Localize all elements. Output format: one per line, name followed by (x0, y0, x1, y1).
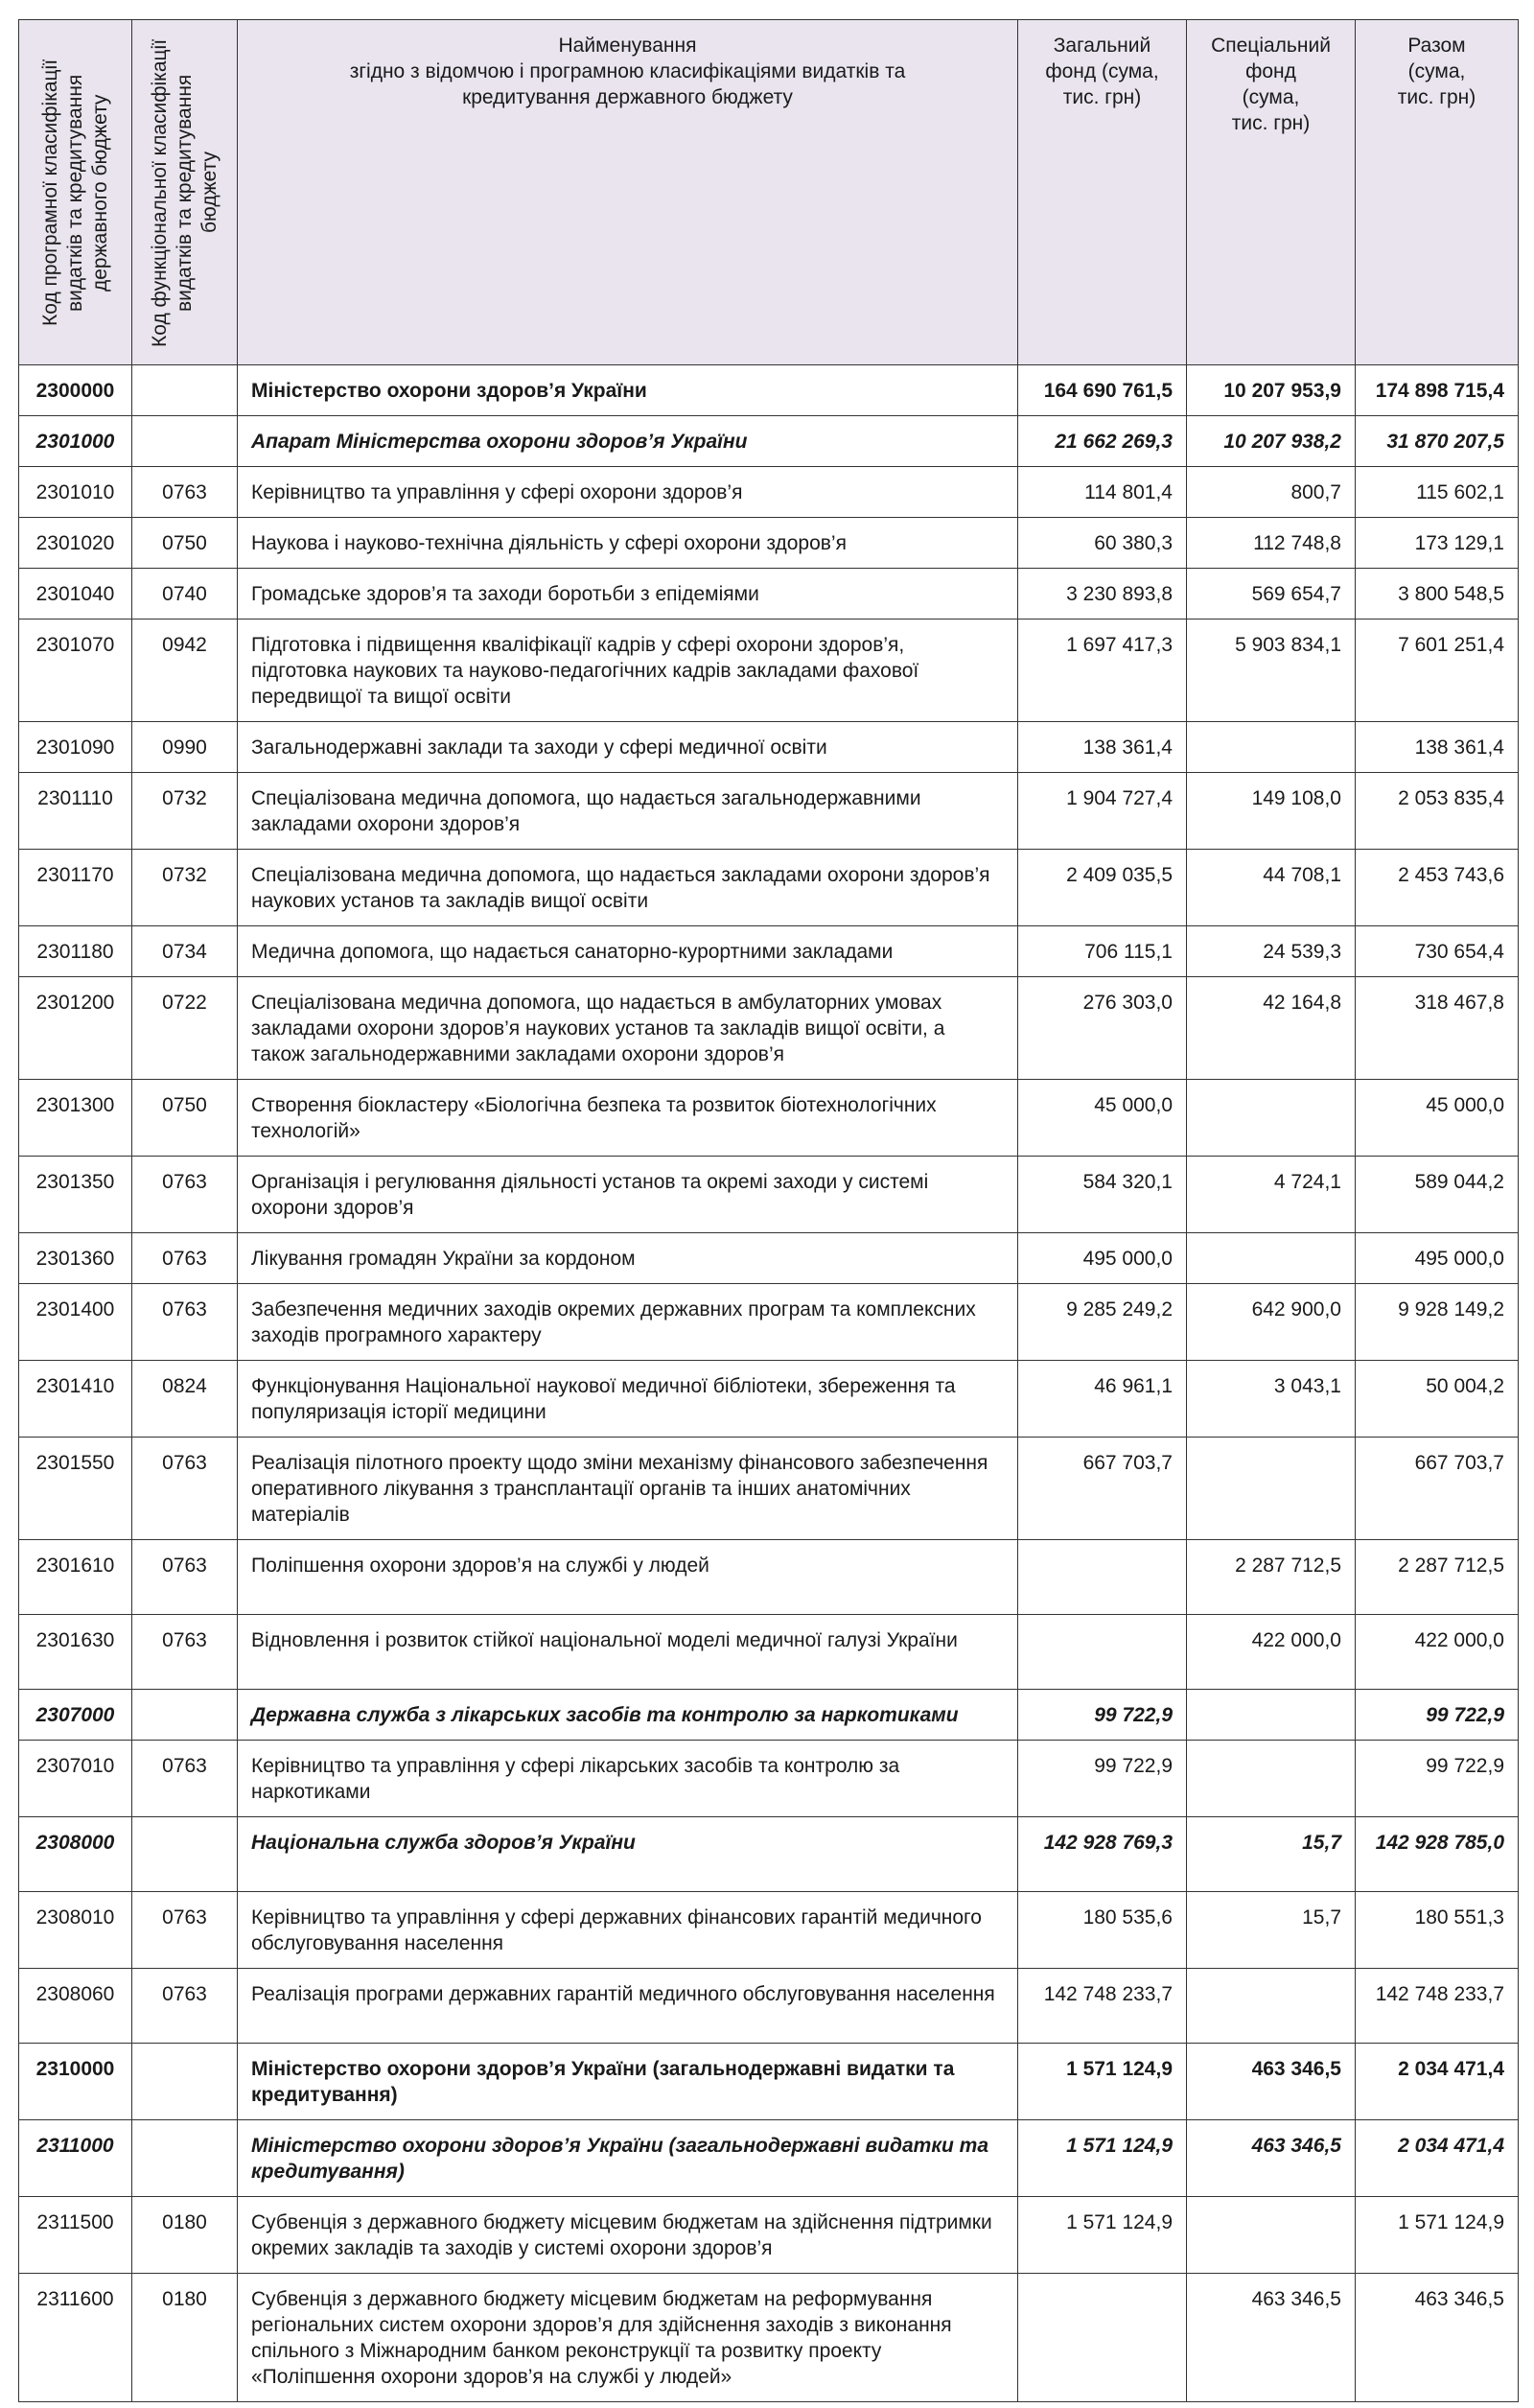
functional-code-cell (132, 2044, 238, 2120)
program-code-cell: 2308010 (19, 1892, 132, 1969)
table-row (19, 2120, 1519, 2197)
total-cell: 2 053 835,4 (1356, 773, 1519, 850)
name-cell: Лікування громадян України за кордоном (238, 1233, 1018, 1284)
total-cell: 7 601 251,4 (1356, 620, 1519, 722)
functional-code-cell: 0990 (132, 722, 238, 773)
program-code-cell: 2301200 (19, 977, 132, 1080)
table-row (19, 1157, 1519, 1233)
general-fund-cell: 46 961,1 (1018, 1361, 1187, 1438)
total-cell: 9 928 149,2 (1356, 1284, 1519, 1361)
program-code-cell: 2301090 (19, 722, 132, 773)
name-cell: Керівництво та управління у сфері охорони здоров’я (238, 467, 1018, 518)
general-fund-cell: 21 662 269,3 (1018, 416, 1187, 467)
general-fund-cell: 1 571 124,9 (1018, 2044, 1187, 2120)
table-row (19, 569, 1519, 620)
program-code-cell: 2301170 (19, 850, 132, 926)
functional-code-cell: 0763 (132, 1741, 238, 1817)
name-cell: Відновлення і розвиток стійкої національної моделі медичної галузі України (238, 1615, 1018, 1690)
total-cell: 495 000,0 (1356, 1233, 1519, 1284)
general-fund-cell: 3 230 893,8 (1018, 569, 1187, 620)
general-fund-cell: 114 801,4 (1018, 467, 1187, 518)
functional-code-cell (132, 2120, 238, 2197)
program-code-cell: 2308060 (19, 1969, 132, 2044)
functional-code-cell: 0763 (132, 1438, 238, 1540)
program-code-cell: 2301020 (19, 518, 132, 569)
total-cell: 115 602,1 (1356, 467, 1519, 518)
table-row (19, 1892, 1519, 1969)
functional-code-cell: 0734 (132, 926, 238, 977)
table-row (19, 926, 1519, 977)
name-cell: Міністерство охорони здоров’я України (238, 365, 1018, 416)
program-code-cell: 2301610 (19, 1540, 132, 1615)
program-code-cell: 2307000 (19, 1690, 132, 1741)
total-cell: 173 129,1 (1356, 518, 1519, 569)
special-fund-cell: 5 903 834,1 (1187, 620, 1356, 722)
functional-code-cell: 0763 (132, 1157, 238, 1233)
special-fund-cell: 15,7 (1187, 1817, 1356, 1892)
name-cell: Реалізація програми державних гарантій медичного обслуговування населення (238, 1969, 1018, 2044)
general-fund-cell: 276 303,0 (1018, 977, 1187, 1080)
total-cell: 2 287 712,5 (1356, 1540, 1519, 1615)
total-cell: 99 722,9 (1356, 1690, 1519, 1741)
special-fund-cell (1187, 1741, 1356, 1817)
total-cell: 463 346,5 (1356, 2274, 1519, 2402)
table-row (19, 1438, 1519, 1540)
general-fund-cell (1018, 1615, 1187, 1690)
table-row (19, 1690, 1519, 1741)
total-cell: 142 748 233,7 (1356, 1969, 1519, 2044)
name-cell: Національна служба здоров’я України (238, 1817, 1018, 1892)
functional-code-cell: 0763 (132, 1969, 238, 2044)
program-code-cell: 2301400 (19, 1284, 132, 1361)
header-name: Найменування згідно з відомчою і програмною класифікаціями видатків та кредитування державного бюджету (238, 20, 1018, 365)
header-special-fund: Спеціальний фонд (сума, тис. грн) (1187, 20, 1356, 365)
total-cell: 174 898 715,4 (1356, 365, 1519, 416)
functional-code-cell: 0763 (132, 1540, 238, 1615)
functional-code-cell: 0180 (132, 2274, 238, 2402)
name-cell: Реалізація пілотного проекту щодо зміни механізму фінансового забезпечення оперативного лікування з трансплантації органів та інших анатомічних матеріалів (238, 1438, 1018, 1540)
header-total: Разом (сума, тис. грн) (1356, 20, 1519, 365)
total-cell: 180 551,3 (1356, 1892, 1519, 1969)
total-cell: 2 034 471,4 (1356, 2044, 1519, 2120)
functional-code-cell: 0750 (132, 1080, 238, 1157)
table-row (19, 722, 1519, 773)
name-cell: Субвенція з державного бюджету місцевим бюджетам на здійснення підтримки окремих закладів та заходів у системі охорони здоров’я (238, 2197, 1018, 2274)
total-cell: 2 034 471,4 (1356, 2120, 1519, 2197)
name-cell: Медична допомога, що надається санаторно-курортними закладами (238, 926, 1018, 977)
program-code-cell: 2301110 (19, 773, 132, 850)
program-code-cell: 2301180 (19, 926, 132, 977)
program-code-cell: 2311500 (19, 2197, 132, 2274)
general-fund-cell: 142 748 233,7 (1018, 1969, 1187, 2044)
name-cell: Забезпечення медичних заходів окремих державних програм та комплексних заходів програмного характеру (238, 1284, 1018, 1361)
table-row (19, 518, 1519, 569)
special-fund-cell (1187, 1969, 1356, 2044)
special-fund-cell: 463 346,5 (1187, 2274, 1356, 2402)
total-cell: 730 654,4 (1356, 926, 1519, 977)
functional-code-cell: 0763 (132, 1284, 238, 1361)
functional-code-cell: 0750 (132, 518, 238, 569)
name-cell: Функціонування Національної наукової медичної бібліотеки, збереження та популяризація історії медицини (238, 1361, 1018, 1438)
table-row (19, 1080, 1519, 1157)
program-code-cell: 2300000 (19, 365, 132, 416)
name-cell: Міністерство охорони здоров’я України (загальнодержавні видатки та кредитування) (238, 2044, 1018, 2120)
program-code-cell: 2301550 (19, 1438, 132, 1540)
functional-code-cell (132, 1817, 238, 1892)
program-code-cell: 2311000 (19, 2120, 132, 2197)
functional-code-cell: 0732 (132, 773, 238, 850)
special-fund-cell (1187, 722, 1356, 773)
special-fund-cell (1187, 1080, 1356, 1157)
special-fund-cell (1187, 1690, 1356, 1741)
table-row (19, 365, 1519, 416)
table-header-row (19, 20, 1519, 365)
special-fund-cell: 463 346,5 (1187, 2044, 1356, 2120)
table-row (19, 977, 1519, 1080)
general-fund-cell (1018, 2274, 1187, 2402)
program-code-cell: 2301350 (19, 1157, 132, 1233)
general-fund-cell: 9 285 249,2 (1018, 1284, 1187, 1361)
general-fund-cell: 45 000,0 (1018, 1080, 1187, 1157)
total-cell: 422 000,0 (1356, 1615, 1519, 1690)
general-fund-cell (1018, 1540, 1187, 1615)
total-cell: 318 467,8 (1356, 977, 1519, 1080)
name-cell: Спеціалізована медична допомога, що надається закладами охорони здоров’я наукових установ та закладів вищої освіти (238, 850, 1018, 926)
special-fund-cell: 4 724,1 (1187, 1157, 1356, 1233)
table-row (19, 1615, 1519, 1690)
program-code-cell: 2301360 (19, 1233, 132, 1284)
functional-code-cell: 0763 (132, 467, 238, 518)
total-cell: 99 722,9 (1356, 1741, 1519, 1817)
special-fund-cell: 112 748,8 (1187, 518, 1356, 569)
special-fund-cell: 422 000,0 (1187, 1615, 1356, 1690)
table-row (19, 1741, 1519, 1817)
name-cell: Загальнодержавні заклади та заходи у сфері медичної освіти (238, 722, 1018, 773)
name-cell: Поліпшення охорони здоров’я на службі у людей (238, 1540, 1018, 1615)
name-cell: Наукова і науково-технічна діяльність у сфері охорони здоров’я (238, 518, 1018, 569)
special-fund-cell: 24 539,3 (1187, 926, 1356, 977)
name-cell: Громадське здоров’я та заходи боротьби з епідеміями (238, 569, 1018, 620)
table-body (19, 365, 1519, 2402)
functional-code-cell: 0722 (132, 977, 238, 1080)
name-cell: Підготовка і підвищення кваліфікації кадрів у сфері охорони здоров’я, підготовка наукових та науково-педагогічних кадрів закладами фахової передвищої та вищої освіти (238, 620, 1018, 722)
general-fund-cell: 667 703,7 (1018, 1438, 1187, 1540)
total-cell: 138 361,4 (1356, 722, 1519, 773)
program-code-cell: 2301000 (19, 416, 132, 467)
name-cell: Спеціалізована медична допомога, що надається в амбулаторних умовах закладами охорони здоров’я наукових установ та закладів вищої освіти, а також загальнодержавними закладами охорони здоров’я (238, 977, 1018, 1080)
general-fund-cell: 706 115,1 (1018, 926, 1187, 977)
general-fund-cell: 138 361,4 (1018, 722, 1187, 773)
name-cell: Міністерство охорони здоров’я України (загальнодержавні видатки та кредитування) (238, 2120, 1018, 2197)
functional-code-cell: 0180 (132, 2197, 238, 2274)
total-cell: 2 453 743,6 (1356, 850, 1519, 926)
budget-table (18, 19, 1519, 2402)
name-cell: Створення біокластеру «Біологічна безпека та розвиток біотехнологічних технологій» (238, 1080, 1018, 1157)
functional-code-cell (132, 1690, 238, 1741)
special-fund-cell: 569 654,7 (1187, 569, 1356, 620)
table-row (19, 1284, 1519, 1361)
program-code-cell: 2310000 (19, 2044, 132, 2120)
total-cell: 50 004,2 (1356, 1361, 1519, 1438)
header-program-code: Код програмної класифікації видатків та кредитування державного бюджету (19, 20, 132, 365)
program-code-cell: 2307010 (19, 1741, 132, 1817)
general-fund-cell: 164 690 761,5 (1018, 365, 1187, 416)
table-row (19, 1969, 1519, 2044)
program-code-cell: 2301010 (19, 467, 132, 518)
table-row (19, 773, 1519, 850)
special-fund-cell: 42 164,8 (1187, 977, 1356, 1080)
name-cell: Керівництво та управління у сфері лікарських засобів та контролю за наркотиками (238, 1741, 1018, 1817)
table-row (19, 1233, 1519, 1284)
special-fund-cell: 44 708,1 (1187, 850, 1356, 926)
general-fund-cell: 1 904 727,4 (1018, 773, 1187, 850)
total-cell: 1 571 124,9 (1356, 2197, 1519, 2274)
special-fund-cell: 15,7 (1187, 1892, 1356, 1969)
special-fund-cell: 642 900,0 (1187, 1284, 1356, 1361)
program-code-cell: 2301300 (19, 1080, 132, 1157)
program-code-cell: 2311600 (19, 2274, 132, 2402)
functional-code-cell: 0763 (132, 1892, 238, 1969)
special-fund-cell (1187, 2197, 1356, 2274)
general-fund-cell: 1 697 417,3 (1018, 620, 1187, 722)
special-fund-cell: 463 346,5 (1187, 2120, 1356, 2197)
name-cell: Апарат Міністерства охорони здоров’я України (238, 416, 1018, 467)
total-cell: 142 928 785,0 (1356, 1817, 1519, 1892)
general-fund-cell: 1 571 124,9 (1018, 2120, 1187, 2197)
general-fund-cell: 60 380,3 (1018, 518, 1187, 569)
general-fund-cell: 584 320,1 (1018, 1157, 1187, 1233)
general-fund-cell: 99 722,9 (1018, 1741, 1187, 1817)
program-code-cell: 2301070 (19, 620, 132, 722)
table-row (19, 416, 1519, 467)
total-cell: 3 800 548,5 (1356, 569, 1519, 620)
special-fund-cell: 2 287 712,5 (1187, 1540, 1356, 1615)
functional-code-cell: 0824 (132, 1361, 238, 1438)
general-fund-cell: 142 928 769,3 (1018, 1817, 1187, 1892)
table-row (19, 467, 1519, 518)
special-fund-cell: 800,7 (1187, 467, 1356, 518)
program-code-cell: 2308000 (19, 1817, 132, 1892)
functional-code-cell: 0732 (132, 850, 238, 926)
program-code-cell: 2301040 (19, 569, 132, 620)
special-fund-cell: 10 207 938,2 (1187, 416, 1356, 467)
program-code-cell: 2301630 (19, 1615, 132, 1690)
name-cell: Спеціалізована медична допомога, що надається загальнодержавними закладами охорони здоров’я (238, 773, 1018, 850)
functional-code-cell (132, 365, 238, 416)
program-code-cell: 2301410 (19, 1361, 132, 1438)
general-fund-cell: 180 535,6 (1018, 1892, 1187, 1969)
general-fund-cell: 495 000,0 (1018, 1233, 1187, 1284)
general-fund-cell: 2 409 035,5 (1018, 850, 1187, 926)
total-cell: 589 044,2 (1356, 1157, 1519, 1233)
special-fund-cell: 10 207 953,9 (1187, 365, 1356, 416)
special-fund-cell: 149 108,0 (1187, 773, 1356, 850)
name-cell: Керівництво та управління у сфері державних фінансових гарантій медичного обслуговування населення (238, 1892, 1018, 1969)
functional-code-cell: 0740 (132, 569, 238, 620)
general-fund-cell: 99 722,9 (1018, 1690, 1187, 1741)
table-row (19, 1540, 1519, 1615)
table-row (19, 1361, 1519, 1438)
special-fund-cell (1187, 1438, 1356, 1540)
total-cell: 45 000,0 (1356, 1080, 1519, 1157)
special-fund-cell (1187, 1233, 1356, 1284)
name-cell: Державна служба з лікарських засобів та контролю за наркотиками (238, 1690, 1018, 1741)
table-row (19, 850, 1519, 926)
header-functional-code: Код функціональної класифікації видатків та кредитування бюджету (132, 20, 238, 365)
general-fund-cell: 1 571 124,9 (1018, 2197, 1187, 2274)
header-general-fund: Загальний фонд (сума, тис. грн) (1018, 20, 1187, 365)
total-cell: 31 870 207,5 (1356, 416, 1519, 467)
name-cell: Субвенція з державного бюджету місцевим бюджетам на реформування регіональних систем охорони здоров’я для здійснення заходів з виконання спільного з Міжнародним банком реконструкції та розвитку проекту «Поліпшення охорони здоров’я на службі у людей» (238, 2274, 1018, 2402)
total-cell: 667 703,7 (1356, 1438, 1519, 1540)
table-row (19, 2197, 1519, 2274)
functional-code-cell: 0763 (132, 1615, 238, 1690)
name-cell: Організація і регулювання діяльності установ та окремі заходи у системі охорони здоров’я (238, 1157, 1018, 1233)
table-row (19, 2044, 1519, 2120)
functional-code-cell: 0763 (132, 1233, 238, 1284)
special-fund-cell: 3 043,1 (1187, 1361, 1356, 1438)
functional-code-cell (132, 416, 238, 467)
table-row (19, 620, 1519, 722)
table-row (19, 1817, 1519, 1892)
functional-code-cell: 0942 (132, 620, 238, 722)
table-row (19, 2274, 1519, 2402)
